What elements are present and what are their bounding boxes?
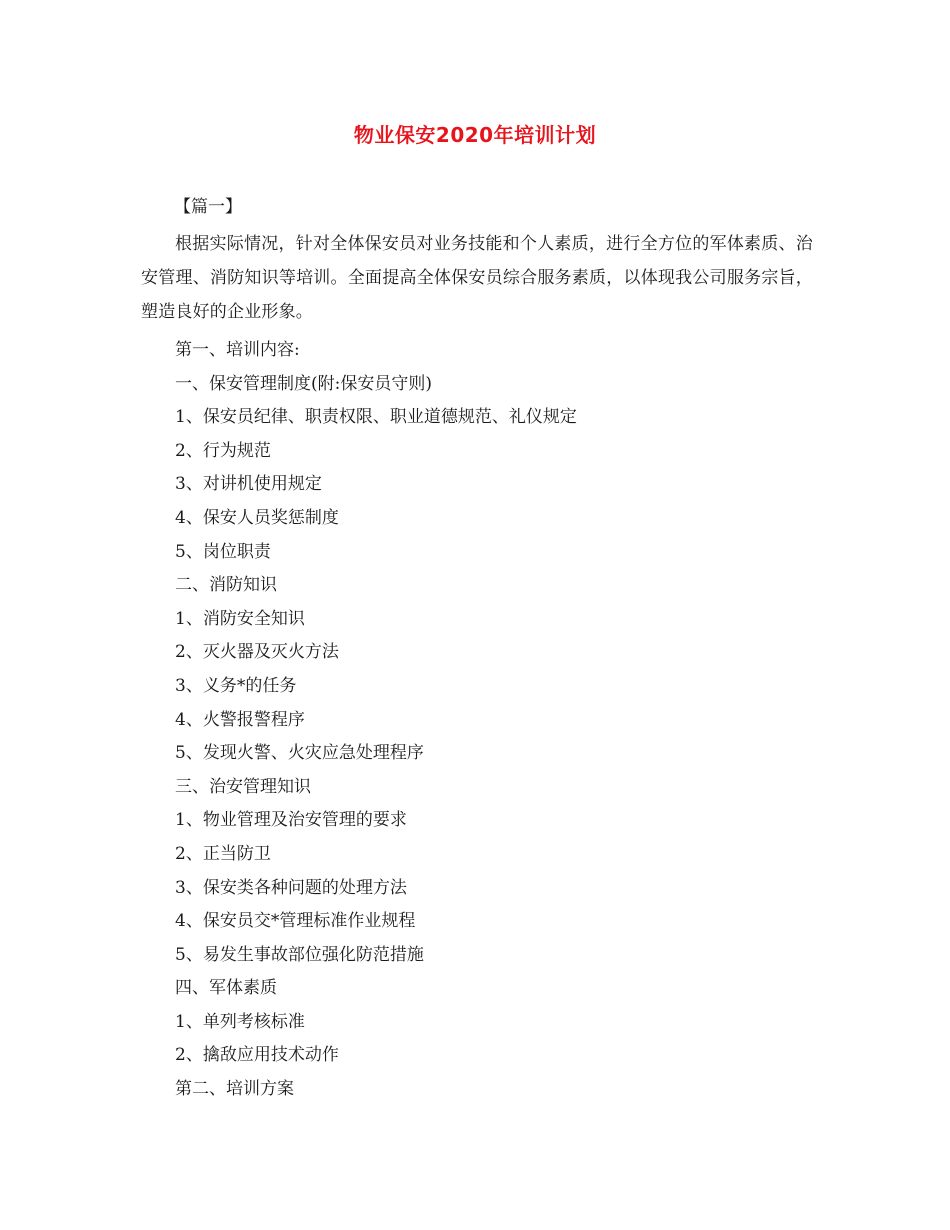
- list-line: 3、保安类各种问题的处理方法: [175, 877, 407, 898]
- list-line: 2、灭火器及灭火方法: [175, 642, 339, 663]
- section-tag: 【篇一】: [174, 197, 242, 217]
- list-line: 5、发现火警、火灾应急处理程序: [175, 743, 424, 764]
- list-line: 3、义务*的任务: [175, 675, 297, 696]
- list-line: 1、单列考核标准: [175, 1011, 305, 1032]
- list-line: 一、保安管理制度(附:保安员守则): [175, 373, 432, 394]
- list-line: 3、对讲机使用规定: [175, 474, 322, 495]
- list-line: 三、治安管理知识: [175, 776, 311, 797]
- list-line: 5、岗位职责: [175, 541, 271, 562]
- intro-paragraph: 根据实际情况，针对全体保安员对业务技能和个人素质，进行全方位的军体素质、治安管理、消防知识等培训。全面提高全体保安员综合服务素质，以体现我公司服务宗旨，塑造良好的企业形象。: [141, 234, 813, 322]
- list-line: 第二、培训方案: [175, 1079, 294, 1100]
- list-line: 二、消防知识: [175, 575, 277, 596]
- list-line: 1、物业管理及治安管理的要求: [175, 810, 407, 831]
- list-line: 4、火警报警程序: [175, 709, 305, 730]
- document-title: 物业保安2020年培训计划: [353, 123, 597, 147]
- list-line: 四、军体素质: [175, 978, 277, 999]
- list-line: 2、正当防卫: [175, 843, 271, 864]
- list-line: 2、擒敌应用技术动作: [175, 1045, 339, 1066]
- list-line: 4、保安员交*管理标准作业规程: [175, 911, 416, 932]
- list-line: 第一、培训内容:: [175, 340, 300, 360]
- list-line: 1、消防安全知识: [175, 608, 305, 629]
- list-line: 5、易发生事故部位强化防范措施: [175, 944, 424, 965]
- content-list: [175, 334, 577, 1107]
- list-line: 2、行为规范: [175, 440, 271, 461]
- list-line: 4、保安人员奖惩制度: [175, 507, 339, 528]
- list-line: 1、保安员纪律、职责权限、职业道德规范、礼仪规定: [175, 407, 577, 428]
